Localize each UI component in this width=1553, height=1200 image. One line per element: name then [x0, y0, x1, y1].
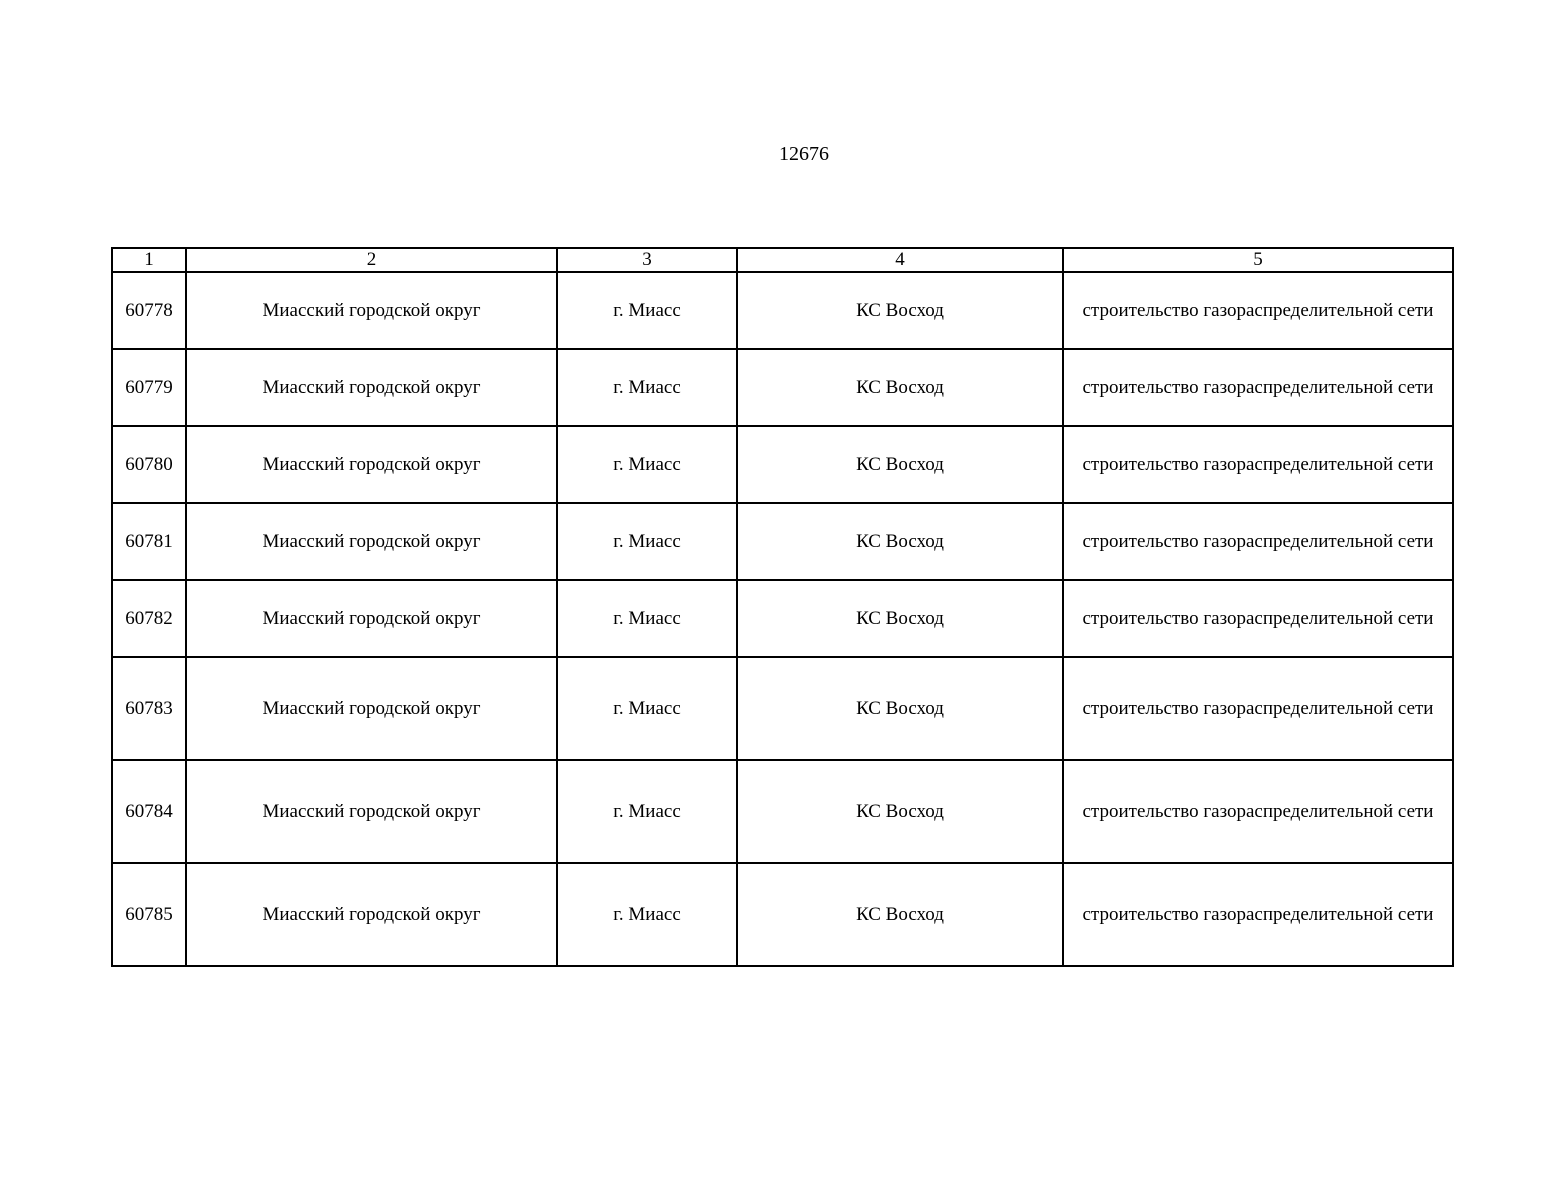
cell-locality: г. Миасс — [557, 580, 737, 657]
cell-locality: г. Миасс — [557, 863, 737, 966]
cell-id: 60780 — [112, 426, 186, 503]
cell-district: Миасский городской округ — [186, 503, 557, 580]
cell-district: Миасский городской округ — [186, 760, 557, 863]
cell-id: 60784 — [112, 760, 186, 863]
cell-source: КС Восход — [737, 760, 1063, 863]
column-header: 3 — [557, 248, 737, 272]
cell-source: КС Восход — [737, 863, 1063, 966]
cell-purpose: строительство газораспределительной сети — [1063, 863, 1453, 966]
cell-source: КС Восход — [737, 503, 1063, 580]
table-row — [112, 349, 1453, 426]
cell-id: 60778 — [112, 272, 186, 349]
cell-id: 60785 — [112, 863, 186, 966]
table-row — [112, 760, 1453, 863]
column-header: 1 — [112, 248, 186, 272]
cell-locality: г. Миасс — [557, 272, 737, 349]
cell-id: 60779 — [112, 349, 186, 426]
cell-locality: г. Миасс — [557, 657, 737, 760]
cell-purpose: строительство газораспределительной сети — [1063, 272, 1453, 349]
cell-district: Миасский городской округ — [186, 426, 557, 503]
cell-locality: г. Миасс — [557, 426, 737, 503]
cell-purpose: строительство газораспределительной сети — [1063, 503, 1453, 580]
table-row — [112, 272, 1453, 349]
cell-source: КС Восход — [737, 349, 1063, 426]
column-header: 4 — [737, 248, 1063, 272]
cell-id: 60782 — [112, 580, 186, 657]
cell-purpose: строительство газораспределительной сети — [1063, 580, 1453, 657]
table-header-row — [112, 248, 1453, 272]
cell-district: Миасский городской округ — [186, 349, 557, 426]
cell-id: 60781 — [112, 503, 186, 580]
cell-locality: г. Миасс — [557, 503, 737, 580]
cell-purpose: строительство газораспределительной сети — [1063, 426, 1453, 503]
data-table — [111, 247, 1454, 967]
table-row — [112, 580, 1453, 657]
cell-id: 60783 — [112, 657, 186, 760]
cell-purpose: строительство газораспределительной сети — [1063, 349, 1453, 426]
cell-purpose: строительство газораспределительной сети — [1063, 657, 1453, 760]
cell-source: КС Восход — [737, 657, 1063, 760]
cell-district: Миасский городской округ — [186, 272, 557, 349]
table-row — [112, 503, 1453, 580]
cell-district: Миасский городской округ — [186, 580, 557, 657]
cell-source: КС Восход — [737, 580, 1063, 657]
column-header: 2 — [186, 248, 557, 272]
table-row — [112, 426, 1453, 503]
column-header: 5 — [1063, 248, 1453, 272]
cell-district: Миасский городской округ — [186, 657, 557, 760]
cell-locality: г. Миасс — [557, 760, 737, 863]
cell-purpose: строительство газораспределительной сети — [1063, 760, 1453, 863]
table-row — [112, 863, 1453, 966]
cell-district: Миасский городской округ — [186, 863, 557, 966]
cell-source: КС Восход — [737, 426, 1063, 503]
cell-source: КС Восход — [737, 272, 1063, 349]
table-row — [112, 657, 1453, 760]
page-number: 12676 — [779, 143, 829, 165]
cell-locality: г. Миасс — [557, 349, 737, 426]
